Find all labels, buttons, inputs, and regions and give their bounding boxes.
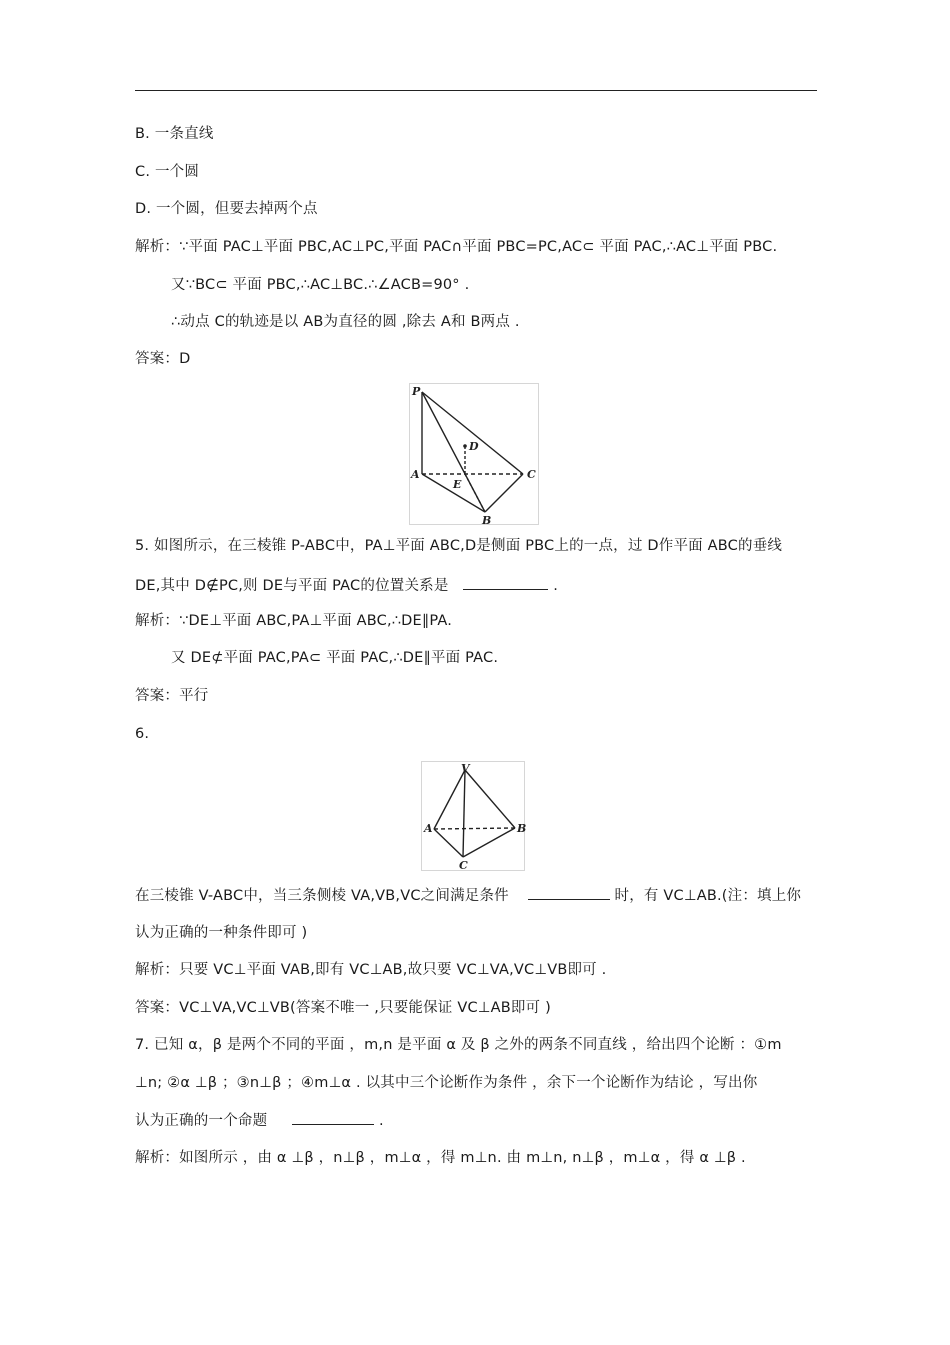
label-c: C	[527, 468, 536, 481]
option-b: B. 一条直线	[135, 126, 214, 142]
label-a: A	[411, 468, 420, 481]
answer-line: 答案：D	[135, 351, 191, 367]
label-d: D	[469, 440, 479, 453]
answer-blank	[528, 885, 610, 900]
problem-5-line: 5. 如图所示，在三棱锥 P-ABC中，PA⊥平面 ABC,D是侧面 PBC上的一点，过 D作平面 ABC的垂线	[135, 538, 783, 554]
problem-7-line: ⊥n; ②α ⊥β ；③n⊥β ；④m⊥α . 以其中三个论断作为条件 ，余下一个论断作为结论 ，写出你	[135, 1075, 758, 1091]
label-e: E	[453, 478, 462, 491]
analysis-line: 又 DE⊄平面 PAC,PA⊂ 平面 PAC,∴DE∥平面 PAC.	[171, 650, 499, 666]
label-p: P	[412, 385, 421, 398]
answer-line: 答案：平行	[135, 688, 209, 704]
answer-blank	[463, 575, 548, 590]
problem-6-line: 认为正确的一种条件即可 )	[135, 925, 308, 941]
label-v: V	[461, 762, 470, 775]
figure-tetrahedron-vabc	[421, 761, 525, 871]
label-b: B	[482, 514, 492, 527]
answer-line: 答案：VC⊥VA,VC⊥VB(答案不唯一 ,只要能保证 VC⊥AB即可 )	[135, 1000, 551, 1016]
problem-5-line: DE,其中 D∉PC,则 DE与平面 PAC的位置关系是 .	[135, 575, 558, 596]
label-c: C	[459, 859, 468, 872]
option-c: C. 一个圆	[135, 164, 200, 180]
option-d: D. 一个圆，但要去掉两个点	[135, 201, 318, 217]
problem-6-number: 6.	[135, 726, 150, 742]
analysis-line: 解析：如图所示 ，由 α ⊥β ，n⊥β ，m⊥α ，得 m⊥n. 由 m⊥n, n⊥β ，m⊥α ，得 α ⊥β .	[135, 1150, 746, 1166]
problem-7-line: 认为正确的一个命题 .	[135, 1110, 384, 1131]
label-a: A	[424, 822, 433, 835]
problem-6-line: 在三棱锥 V-ABC中，当三条侧棱 VA,VB,VC之间满足条件 时，有 VC⊥AB.(注：填上你	[135, 885, 801, 906]
figure-tetrahedron-pabc	[409, 383, 539, 525]
answer-blank	[292, 1110, 374, 1125]
label-b: B	[517, 822, 527, 835]
analysis-line: 解析：∵平面 PAC⊥平面 PBC,AC⊥PC,平面 PAC∩平面 PBC=PC,AC⊂ 平面 PAC,∴AC⊥平面 PBC.	[135, 239, 778, 255]
header-rule	[135, 90, 817, 91]
analysis-line: 又∵BC⊂ 平面 PBC,∴AC⊥BC.∴∠ACB=90° .	[171, 277, 470, 293]
analysis-line: 解析：∵DE⊥平面 ABC,PA⊥平面 ABC,∴DE∥PA.	[135, 613, 453, 629]
analysis-line: 解析：只要 VC⊥平面 VAB,即有 VC⊥AB,故只要 VC⊥VA,VC⊥VB即可 .	[135, 962, 607, 978]
analysis-line: ∴动点 C的轨迹是以 AB为直径的圆 ,除去 A和 B两点 .	[171, 314, 520, 330]
problem-7-line: 7. 已知 α，β 是两个不同的平面 ，m,n 是平面 α 及 β 之外的两条不同直线 ，给出四个论断 ：①m	[135, 1037, 782, 1053]
